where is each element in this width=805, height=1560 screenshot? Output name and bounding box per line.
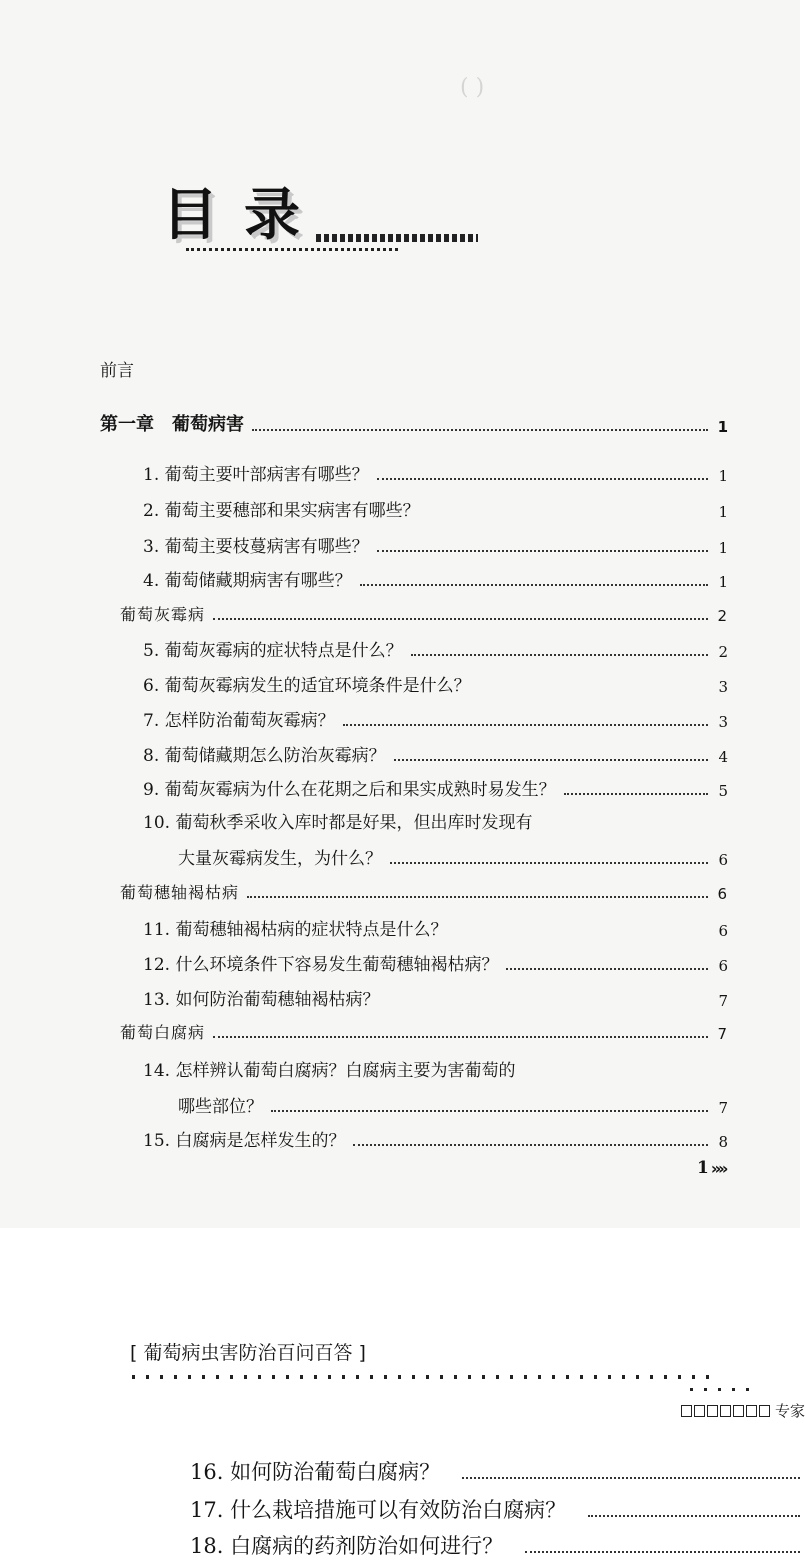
toc-leader-dots [360,584,708,586]
toc-entry-page: 3 [718,713,728,731]
toc-leader-dots [479,689,708,691]
toc-entry-label: 葡萄穗轴褐枯病 [120,883,240,902]
page-number [697,1158,726,1178]
square-icon [707,1405,718,1417]
toc-title-char: 录 [244,183,300,248]
toc-entry[interactable] [143,460,728,485]
title-dot-rule [316,234,478,242]
toc-entry-page: 1 [718,573,728,591]
toc-entry-page: 5 [718,782,728,800]
toc-leader-dots [588,1515,800,1517]
toc-leader-dots [455,933,708,935]
double-chevron-right-icon: »» [710,1158,726,1178]
toc-entry-page: 1 [718,503,728,521]
toc-entry-page: 3 [718,678,728,696]
toc-entry-page: 6 [718,922,728,940]
square-icon [759,1405,770,1417]
toc-entry[interactable] [143,775,728,800]
toc-section[interactable] [120,880,728,903]
toc-leader-dots [462,1477,800,1479]
square-icon [746,1405,757,1417]
toc-entry[interactable] [190,1530,800,1560]
toc-entry-label: 18. 白腐病的药剂防治如何进行？ [190,1534,504,1558]
toc-entry-line1[interactable]: 14. 怎样辨认葡萄白腐病？白腐病主要为害葡萄的 [143,1061,516,1081]
toc-entry-label: 葡萄白腐病 [120,1023,206,1042]
toc-entry[interactable] [143,706,728,731]
page-number-value: 1 [697,1158,709,1178]
toc-leader-dots [564,793,708,795]
square-icon [733,1405,744,1417]
toc-leader-dots [390,862,708,864]
toc-entry-page: 6 [718,851,728,869]
toc-entry-page: 6 [717,885,728,903]
toc-entry-page: 6 [718,957,728,975]
toc-entry-page: 4 [718,748,728,766]
toc-entry-label: 8. 葡萄储藏期怎么防治灰霉病？ [143,746,386,766]
toc-entry-label: 6. 葡萄灰霉病发生的适宜环境条件是什么？ [143,676,471,696]
bleed-through-text: ( ) [460,75,529,100]
toc-entry[interactable] [143,566,728,591]
toc-entry[interactable] [143,671,728,696]
toc-page-2 [0,1228,805,1558]
toc-entry-label: 1. 葡萄主要叶部病害有哪些？ [143,465,369,485]
toc-entry-page: 2 [718,643,728,661]
toc-leader-dots [247,896,708,898]
header-right-text: 专家 [775,1402,805,1420]
header-dot-rule [690,1388,755,1391]
toc-entry[interactable] [143,950,728,975]
toc-preface[interactable]: 前言 [100,361,134,381]
toc-entry[interactable] [143,636,728,661]
toc-entry-page: 1 [717,418,728,436]
toc-leader-dots [213,1036,708,1038]
toc-entry-label: 大量灰霉病发生，为什么？ [178,849,382,869]
toc-leader-dots [411,654,708,656]
bleed-through-text [310,150,508,181]
toc-entry-label: 哪些部位？ [178,1097,263,1117]
toc-entry[interactable] [143,985,728,1010]
square-icon [681,1405,692,1417]
toc-entry-continuation[interactable] [178,1092,728,1117]
toc-entry-label: 5. 葡萄灰霉病的症状特点是什么？ [143,641,403,661]
toc-leader-dots [525,1551,800,1553]
toc-entry-label: 4. 葡萄储藏期病害有哪些？ [143,571,352,591]
running-header: [ 葡萄病虫害防治百问百答 ] [130,1342,366,1364]
toc-entry-label: 17. 什么栽培措施可以有效防治白腐病？ [190,1498,567,1522]
toc-entry[interactable] [143,741,728,766]
toc-entry-label: 15. 白腐病是怎样发生的？ [143,1131,346,1151]
toc-entry[interactable] [143,496,728,521]
toc-leader-dots [377,550,708,552]
toc-entry-label: 2. 葡萄主要穗部和果实病害有哪些？ [143,501,420,521]
toc-chapter-1[interactable] [100,410,728,436]
toc-entry-label: 16. 如何防治葡萄白腐病？ [190,1460,441,1484]
toc-entry-page: 1 [718,539,728,557]
toc-leader-dots [394,759,708,761]
toc-leader-dots [343,724,708,726]
toc-leader-dots [506,968,708,970]
toc-leader-dots [387,1003,708,1005]
toc-entry-page: 7 [718,992,728,1010]
toc-entry-label: 第一章 葡萄病害 [100,414,244,435]
toc-entry-label: 11. 葡萄穗轴褐枯病的症状特点是什么？ [143,920,448,940]
toc-leader-dots [353,1144,708,1146]
toc-entry-page: 8 [718,1133,728,1151]
toc-entry-page: 1 [718,467,728,485]
toc-entry-label: 13. 如何防治葡萄穗轴褐枯病？ [143,990,380,1010]
toc-entry-page: 7 [718,1099,728,1117]
toc-entry-label: 7. 怎样防治葡萄灰霉病？ [143,711,335,731]
toc-entry-label: 12. 什么环境条件下容易发生葡萄穗轴褐枯病？ [143,955,499,975]
toc-section[interactable] [120,602,728,625]
toc-title-char: 目 [162,183,218,248]
toc-entry-page: 7 [717,1025,728,1043]
toc-entry[interactable] [143,915,728,940]
toc-entry-label: 9. 葡萄灰霉病为什么在花期之后和果实成熟时易发生？ [143,780,556,800]
toc-leader-dots [213,618,708,620]
toc-entry-continuation[interactable] [178,844,728,869]
toc-leader-dots [377,478,708,480]
toc-entry[interactable] [190,1494,800,1524]
toc-entry-page: 2 [717,607,728,625]
toc-leader-dots [252,429,708,431]
header-dot-rule [132,1375,712,1379]
square-icon [694,1405,705,1417]
toc-section[interactable] [120,1020,728,1043]
toc-entry-label: 3. 葡萄主要枝蔓病害有哪些？ [143,537,369,557]
toc-leader-dots [271,1110,708,1112]
title-underline [186,246,398,251]
toc-entry-line1[interactable]: 10. 葡萄秋季采收入库时都是好果，但出库时发现有 [143,813,533,833]
toc-entry[interactable] [190,1456,800,1486]
toc-entry-label: 葡萄灰霉病 [120,605,206,624]
toc-title [160,183,324,248]
toc-entry[interactable] [143,532,728,557]
toc-entry[interactable] [143,1126,728,1151]
toc-leader-dots [428,514,708,516]
square-icon [720,1405,731,1417]
header-right-mark [681,1400,805,1421]
